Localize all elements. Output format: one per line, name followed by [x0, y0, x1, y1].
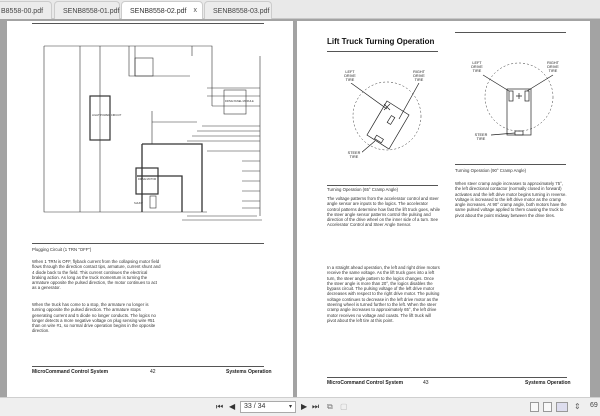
tab-label: SENB8558-03.pdf — [213, 8, 270, 15]
two-page-view-icon[interactable] — [556, 402, 568, 412]
first-page-icon[interactable]: ⏮ — [216, 402, 224, 411]
navigation-toolbar — [0, 397, 600, 416]
paragraph: The voltage patterns from the accelerator control and steer angle sensor are inputs to the logics. The accelerator control patterns determine how fast the lift truck goes, while the steer angle sensor patterns control the pulsing and direction of the drive wheel on the inner side of a turn. See Accelerator Control and Steer Angle Sensor. — [327, 196, 440, 228]
tab-senb8558-03[interactable] — [204, 1, 272, 19]
zoom-level[interactable]: 69 — [590, 402, 598, 409]
page-number-input[interactable] — [240, 401, 296, 413]
steer-tire-label: STEER TIRE — [474, 133, 488, 142]
tab-bar — [0, 0, 600, 19]
fit-width-icon[interactable]: ⇕ — [574, 402, 581, 411]
page-43 — [297, 21, 590, 397]
diagram-label: SHUNT — [134, 202, 143, 205]
diagram-label: LIGHT POWER CIRCUIT — [92, 114, 122, 117]
tab-label: SENB8558-02.pdf — [130, 8, 187, 15]
right-drive-tire-label: RIGHT DRIVE TIRE — [545, 61, 561, 74]
page-number: 43 — [423, 380, 429, 386]
tab-senb8558-00[interactable] — [0, 1, 52, 19]
vertical-scrollbar[interactable] — [592, 38, 600, 416]
left-drive-tire-label: LEFT DRIVE TIRE — [469, 61, 485, 74]
right-drive-tire-label: RIGHT DRIVE TIRE — [411, 70, 427, 83]
tab-label: SENB8558-01.pdf — [63, 8, 120, 15]
tab-label: B8558-00.pdf — [1, 8, 44, 15]
copy-icon[interactable]: ⧉ — [327, 402, 333, 411]
footer-title: MicroCommand Control System — [32, 369, 109, 375]
tab-senb8558-02[interactable] — [121, 1, 203, 19]
page-42 — [7, 21, 293, 397]
single-page-view-icon[interactable] — [530, 402, 539, 412]
diagram-label: DRIVE PANEL MODULE — [225, 100, 254, 103]
figure-caption: Turning Operation (65° Cramp Angle) — [327, 187, 399, 192]
document-view — [0, 19, 600, 397]
footer-section: Systems Operation — [226, 369, 272, 375]
continuous-view-icon[interactable] — [543, 402, 552, 412]
footer-section: Systems Operation — [525, 380, 571, 386]
tab-senb8558-01[interactable] — [54, 1, 120, 19]
previous-page-icon[interactable]: ◀ — [229, 402, 236, 411]
figure-caption: Plugging Circuit (1 TRN "OFF") — [32, 247, 92, 252]
paragraph: In a straight ahead operation, the left and right drive motors receive the same voltage. As the lift truck goes into a left turn, the steer angle pattern to the logics changes. Once the steer angle is more than 20°, the logics disables the bypass circuit. The pulsing voltage of the left drive motor decreases with respect to the right drive motor. The pulsing voltage continues to decrease in the left drive motor as the steering wheel is turned further to the left. When the steer cramp angle increases to approximately 65°, the left drive motor receives no voltage and coasts. The lift truck will pivot about the left tire at this point. — [327, 265, 440, 323]
chevron-down-icon[interactable]: ▾ — [288, 404, 292, 410]
left-drive-tire-label: LEFT DRIVE TIRE — [342, 70, 358, 83]
close-tab-icon[interactable]: x — [193, 7, 197, 14]
page-number: 42 — [150, 369, 156, 375]
page-value: 33 / 34 — [244, 403, 266, 410]
plugging-circuit-diagram — [32, 36, 272, 236]
diagram-label: DRIVE MOTOR — [138, 178, 157, 181]
paragraph: When the truck has come to a stop, the armature no longer is turning opposite the pulsed direction. The armature stops generating current and 5 diode no longer conducts. The logics no longer detects a more negative voltage on plug sensing wire #51 than on wire #1, so normal drive operation begins in the opposite direction. — [32, 302, 156, 334]
footer-title: MicroCommand Control System — [327, 380, 404, 386]
next-page-icon[interactable]: ▶ — [301, 402, 308, 411]
paste-icon[interactable]: ▢ — [340, 402, 348, 411]
figure-caption: Turning Operation (90° Cramp Angle) — [455, 168, 527, 173]
page-title: Lift Truck Turning Operation — [327, 37, 435, 46]
last-page-icon[interactable]: ⏭ — [312, 402, 320, 411]
steer-tire-label: STEER TIRE — [347, 151, 361, 160]
paragraph: When steer cramp angle increases to approximately 75°, the left directional contactor (normally closed in forward) activates and the left drive motor begins turning in reverse. Voltage is increased to the left drive motor as the cramp angle increases. At 90° cramp angle, both motors have the same pulsed voltage applied to them causing the truck to pivot about the point midway between the drive tires. — [455, 181, 567, 218]
paragraph: When 1 TRN is OFF, flyback current from the collapsing motor field flows through the direction contact tips, armature, current shunt and 4 diode back to the field. This current continues the electrical braking action. As long as the truck momentum is turning the armature opposite the pulsed direction, the motor continues to act as a generator. — [32, 259, 161, 291]
